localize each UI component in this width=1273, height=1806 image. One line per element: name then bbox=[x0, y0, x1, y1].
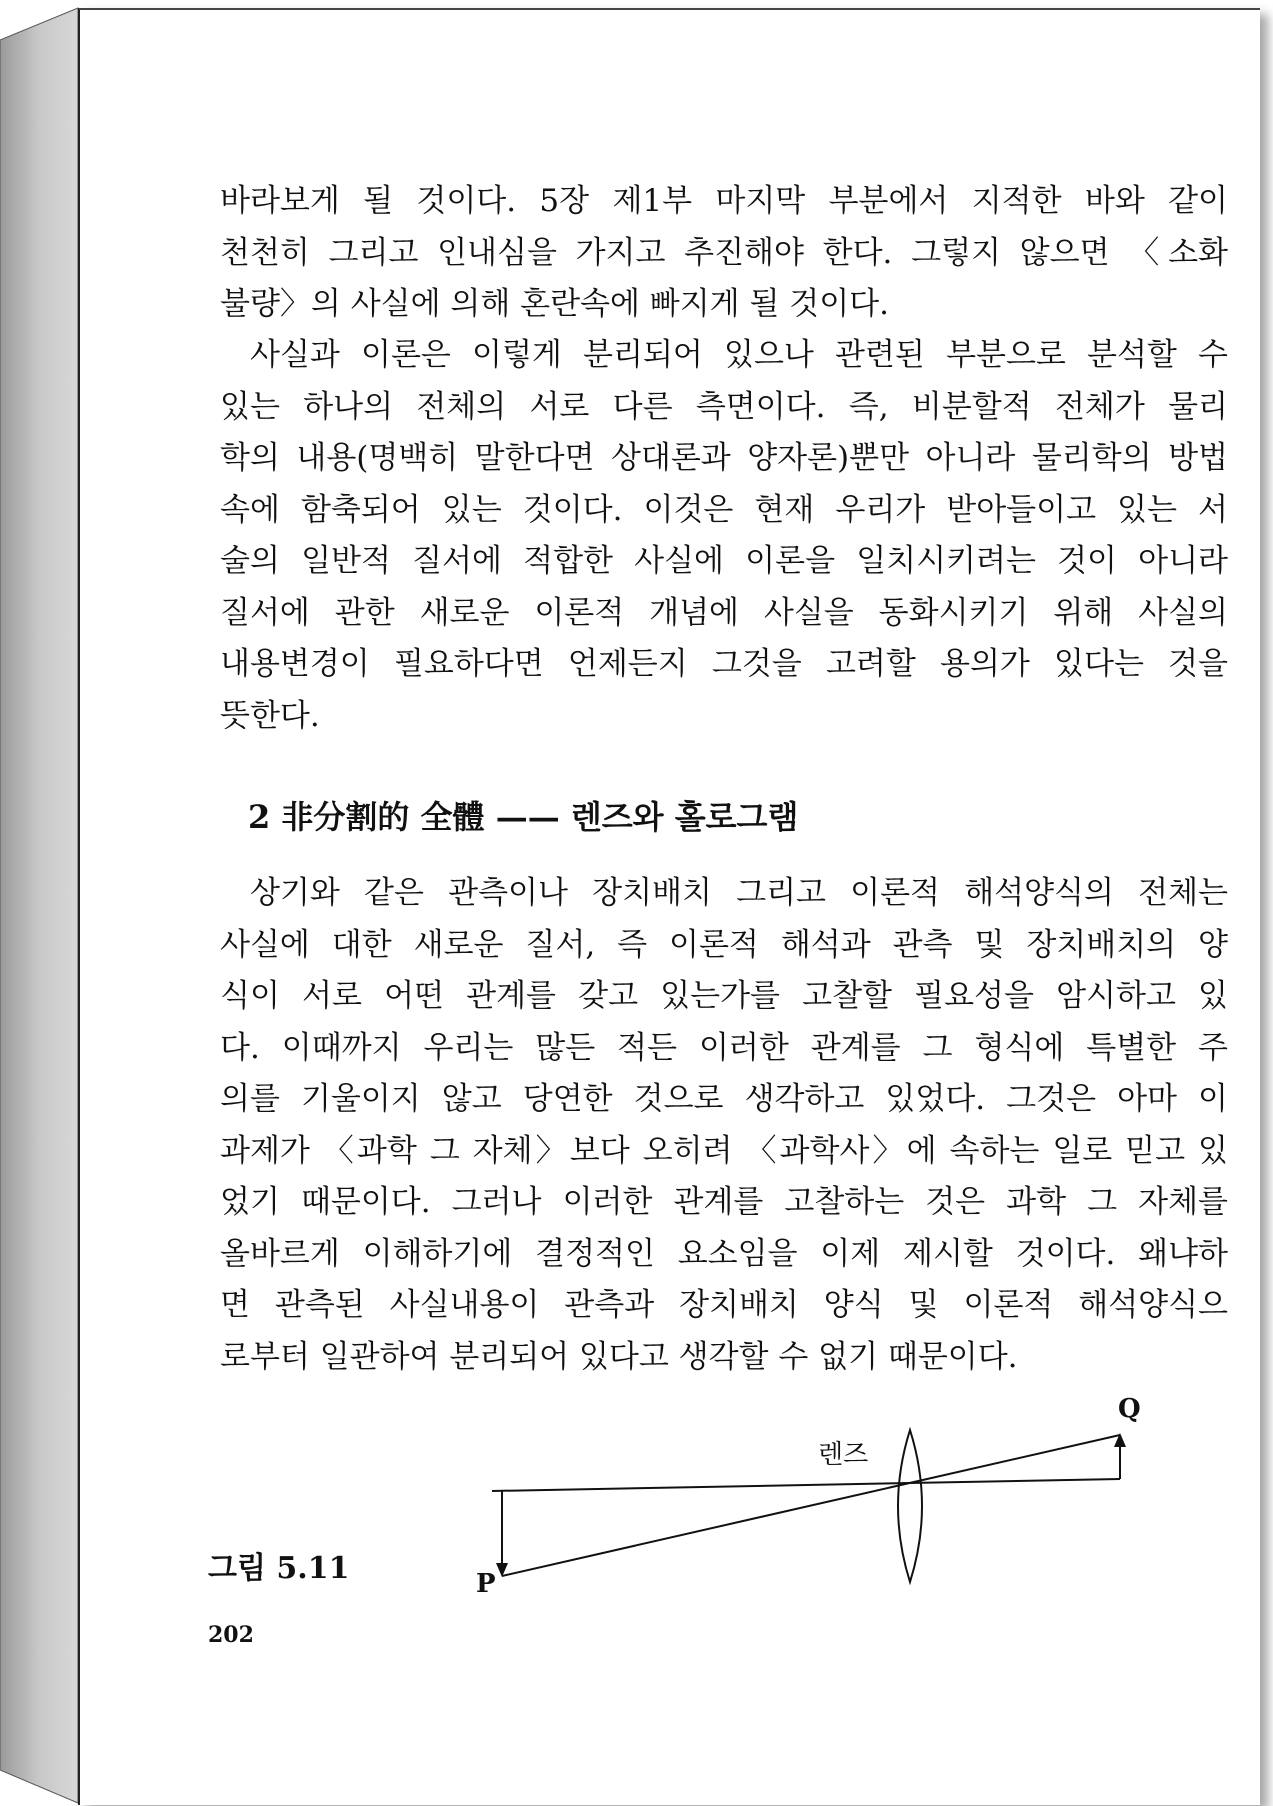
book-page bbox=[78, 8, 1260, 1805]
text-line: 바라보게 될 것이다. 5장 제1부 마지막 부분에서 지적한 바와 같이 bbox=[220, 183, 1228, 219]
text-line: 었기 때문이다. 그러나 이러한 관계를 고찰하는 것은 과학 그 자체를 bbox=[220, 1184, 1228, 1220]
paragraph-3 bbox=[220, 868, 1228, 1383]
text-line: 로부터 일관하여 분리되어 있다고 생각할 수 없기 때문이다. bbox=[220, 1338, 1018, 1375]
ray-top bbox=[492, 1479, 1120, 1491]
paragraph-2 bbox=[220, 330, 1228, 742]
point-p-label: P bbox=[476, 1569, 496, 1599]
text-line: 술의 일반적 질서에 적합한 사실에 이론을 일치시키려는 것이 아니라 bbox=[220, 543, 1228, 579]
lens-diagram bbox=[476, 1394, 1190, 1615]
text-line: 사실에 대한 새로운 질서, 즉 이론적 해석과 관측 및 장치배치의 양 bbox=[220, 926, 1228, 963]
book-spine bbox=[0, 0, 78, 1806]
text-line: 식이 서로 어떤 관계를 갖고 있는가를 고찰할 필요성을 암시하고 있 bbox=[220, 978, 1228, 1014]
text-line: 학의 내용(명백히 말한다면 상대론과 양자론)뿐만 아니라 물리학의 방법 bbox=[220, 440, 1228, 476]
figure-caption: 그림 5.11 bbox=[208, 1551, 350, 1586]
text-line: 사실과 이론은 이렇게 분리되어 있으나 관련된 부분으로 분석할 수 bbox=[250, 337, 1228, 373]
text-line: 내용변경이 필요하다면 언제든지 그것을 고려할 용의가 있다는 것을 bbox=[220, 646, 1228, 682]
page-number: 202 bbox=[208, 1622, 254, 1648]
text-line: 올바르게 이해하기에 결정적인 요소임을 이제 제시할 것이다. 왜냐하 bbox=[220, 1235, 1228, 1272]
paragraph-1 bbox=[220, 176, 1228, 331]
text-line: 천천히 그리고 인내심을 가지고 추진해야 한다. 그렇지 않으면 〈소화 bbox=[220, 234, 1228, 271]
text-line: 의를 기울이지 않고 당연한 것으로 생각하고 있었다. 그것은 아마 이 bbox=[220, 1081, 1228, 1117]
text-line: 다. 이때까지 우리는 많든 적든 이러한 관계를 그 형식에 특별한 주 bbox=[220, 1029, 1228, 1066]
section-heading: 2 非分割的 全體 —— 렌즈와 홀로그램 bbox=[248, 798, 799, 836]
text-line: 상기와 같은 관측이나 장치배치 그리고 이론적 해석양식의 전체는 bbox=[250, 875, 1228, 911]
text-line: 면 관측된 사실내용이 관측과 장치배치 양식 및 이론적 해석양식으 bbox=[220, 1287, 1228, 1323]
text-line: 질서에 관한 새로운 이론적 개념에 사실을 동화시키기 위해 사실의 bbox=[220, 594, 1228, 631]
ray-diagonal bbox=[502, 1435, 1120, 1576]
point-q-label: Q bbox=[1118, 1394, 1141, 1424]
text-line: 과제가 〈과학 그 자체〉보다 오히려 〈과학사〉에 속하는 일로 믿고 있 bbox=[220, 1132, 1228, 1169]
text-line: 불량〉의 사실에 의해 혼란속에 빠지게 될 것이다. bbox=[220, 286, 889, 322]
lens-label: 렌즈 bbox=[818, 1440, 869, 1470]
text-line: 속에 함축되어 있는 것이다. 이것은 현재 우리가 받아들이고 있는 서 bbox=[220, 491, 1228, 528]
text-line: 있는 하나의 전체의 서로 다른 측면이다. 즉, 비분할적 전체가 물리 bbox=[220, 388, 1228, 425]
text-line: 뜻한다. bbox=[220, 697, 320, 734]
lens-shape bbox=[898, 1430, 922, 1582]
